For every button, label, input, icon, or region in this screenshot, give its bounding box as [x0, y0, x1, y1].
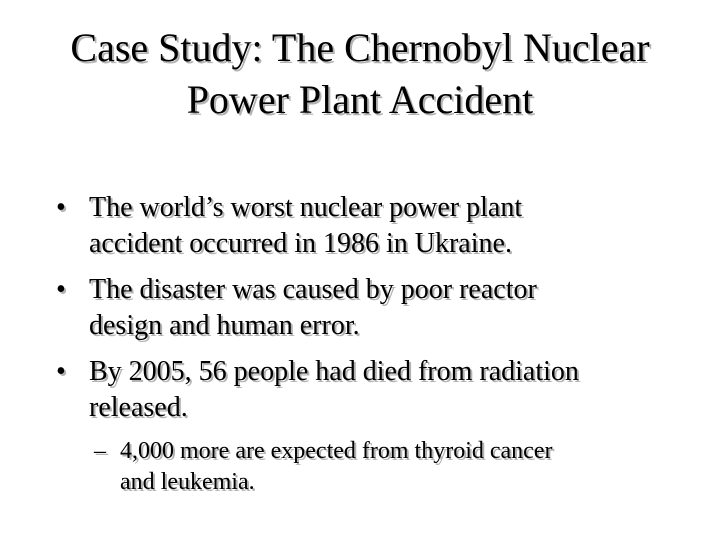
bullet-marker: • [56, 356, 66, 387]
slide-title [20, 22, 700, 126]
bullet-marker: • [56, 274, 66, 305]
bullet-text-line: The world’s worst nuclear power plant [89, 192, 523, 223]
sub-bullet-text-line: and leukemia. [120, 469, 255, 495]
bullet-text-line: released. [89, 392, 188, 423]
bullet-list [52, 190, 692, 498]
bullet-item-3 [52, 354, 692, 426]
bullet-text-line: By 2005, 56 people had died from radiation [89, 356, 579, 387]
bullet-item-2 [52, 272, 692, 344]
bullet-text-line: The disaster was caused by poor reactor [89, 274, 537, 305]
slide-title-line-2: Power Plant Accident [186, 77, 534, 122]
bullet-text-line: design and human error. [89, 310, 360, 341]
slide-title-line-1: Case Study: The Chernobyl Nuclear [70, 25, 650, 70]
sub-bullet-marker: – [94, 438, 106, 464]
sub-bullet-item-1 [52, 436, 692, 498]
bullet-item-1 [52, 190, 692, 262]
sub-bullet-text-line: 4,000 more are expected from thyroid cancer [120, 438, 553, 464]
bullet-text-line: accident occurred in 1986 in Ukraine. [89, 228, 512, 259]
bullet-marker: • [56, 192, 66, 223]
